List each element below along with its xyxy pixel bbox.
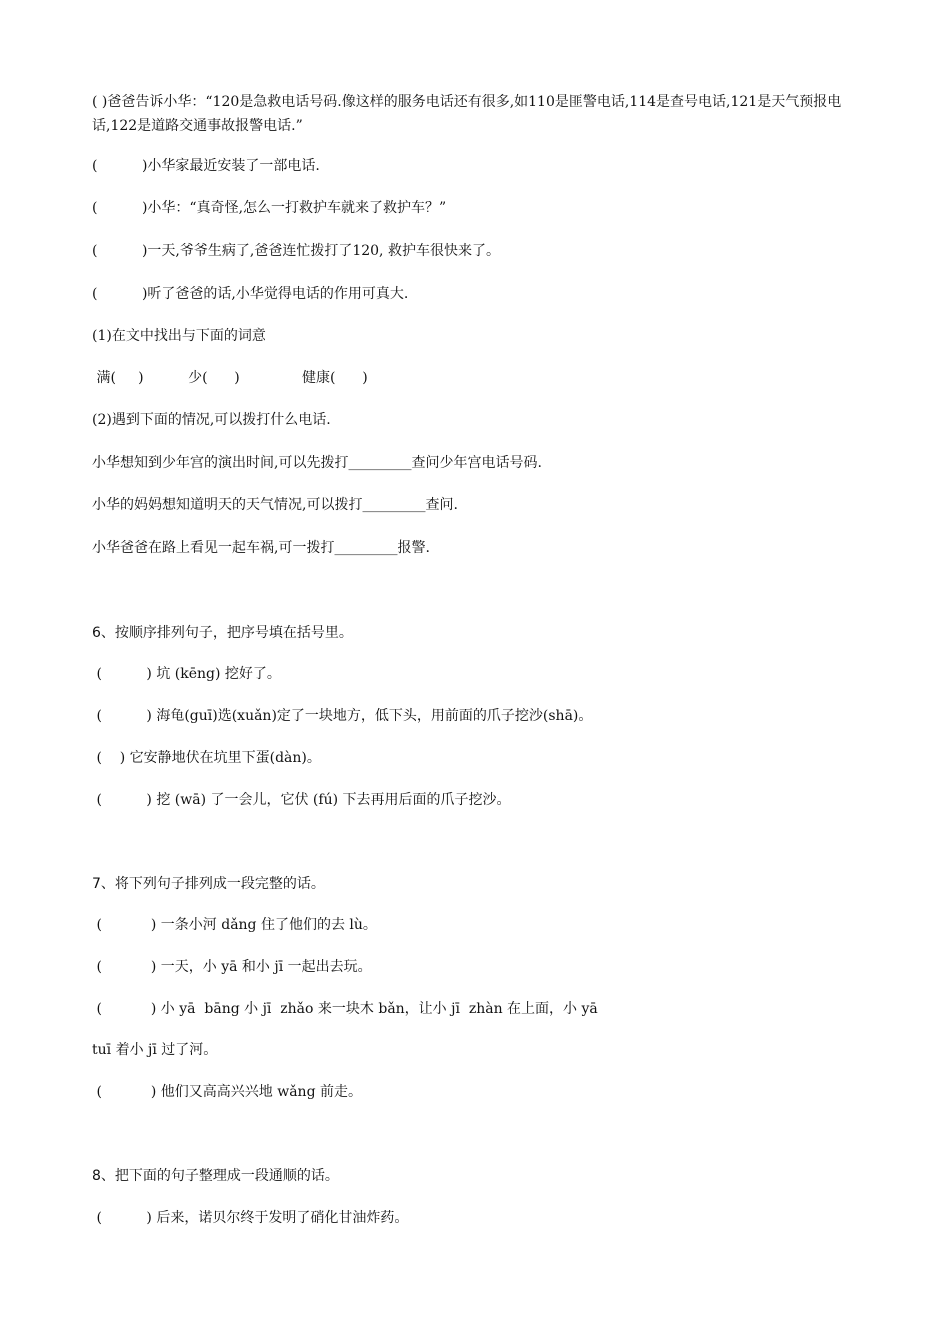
section7-sentence-1: ( ) 一条小河 dǎng 住了他们的去 lù。 <box>92 917 377 933</box>
section6-sentence-1: ( ) 坑 (kēng) 挖好了。 <box>92 666 281 682</box>
section7-sentence-4: ( ) 他们又高高兴兴地 wǎng 前走。 <box>92 1084 362 1100</box>
section5-question-1: (1)在文中找出与下面的词意 <box>92 328 266 344</box>
section5-sentence-2: ( )小华家最近安装了一部电话. <box>92 158 320 174</box>
section5-sentence-3: ( )小华：“真奇怪,怎么一打救护车就来了救护车？” <box>92 200 447 216</box>
section5-question-1-words: 满( ) 少( ) 健康( ) <box>92 370 368 386</box>
section6-sentence-4: ( ) 挖 (wā) 了一会儿，它伏 (fú) 下去再用后面的爪子挖沙。 <box>92 792 511 808</box>
section5-sentence-5: ( )听了爸爸的话,小华觉得电话的作用可真大. <box>92 286 409 302</box>
section7-sentence-3-continued: tuī 着小 jī 过了河。 <box>92 1042 218 1058</box>
section7-title: 7、将下列句子排列成一段完整的话。 <box>92 876 325 892</box>
section7-sentence-3: ( ) 小 yā bāng 小 jī zhǎo 来一块木 bǎn，让小 jī zhàn 在上面，小 yā <box>92 1001 598 1017</box>
section8-sentence-1: ( ) 后来，诺贝尔终于发明了硝化甘油炸药。 <box>92 1210 409 1226</box>
section5-question-2-item-c: 小华爸爸在路上看见一起车祸,可一拨打_________报警. <box>92 540 430 556</box>
section6-sentence-2: ( ) 海龟(guī)选(xuǎn)定了一块地方，低下头，用前面的爪子挖沙(shā)。 <box>92 708 593 724</box>
section5-question-2-item-a: 小华想知到少年宫的演出时间,可以先拨打_________查问少年宫电话号码. <box>92 455 542 471</box>
section5-sentence-1: ( )爸爸告诉小华：“120是急救电话号码.像这样的服务电话还有很多,如110是匪警电话,114是查号电话,121是天气预报电话,122是道路交通事故报警电话.” <box>92 94 842 134</box>
section5-question-2-item-b: 小华的妈妈想知道明天的天气情况,可以拨打_________查问. <box>92 497 458 513</box>
section5-question-2: (2)遇到下面的情况,可以拨打什么电话. <box>92 412 331 428</box>
section6-sentence-3: ( ) 它安静地伏在坑里下蛋(dàn)。 <box>92 750 321 766</box>
section7-sentence-2: ( ) 一天，小 yā 和小 jī 一起出去玩。 <box>92 959 372 975</box>
section5-sentence-4: ( )一天,爷爷生病了,爸爸连忙拨打了120, 救护车很快来了。 <box>92 243 500 259</box>
section6-title: 6、按顺序排列句子，把序号填在括号里。 <box>92 625 353 641</box>
section8-title: 8、把下面的句子整理成一段通顺的话。 <box>92 1168 339 1184</box>
